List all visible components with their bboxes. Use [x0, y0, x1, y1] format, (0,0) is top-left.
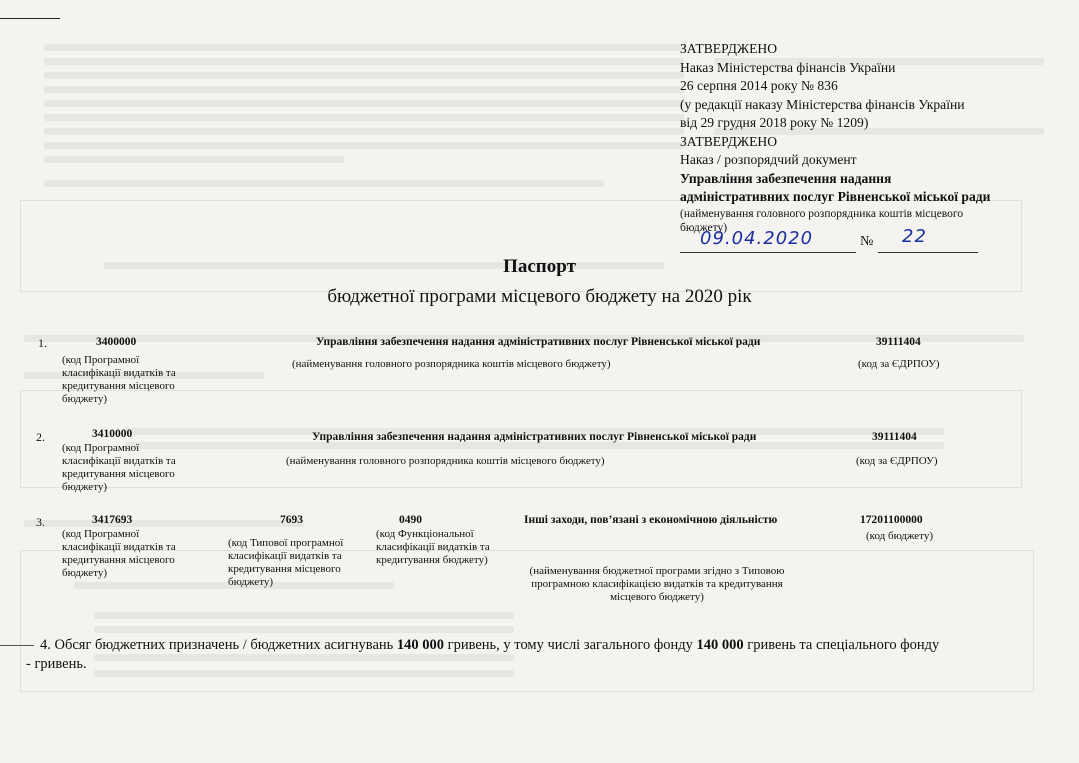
- row-2-edrpou: 39111404: [872, 431, 917, 443]
- org-name-line-2: адміністративних послуг Рівненської міської ради: [680, 189, 991, 204]
- org-name-line-1: Управління забезпечення надання: [680, 170, 892, 186]
- row-3-func-caption: (код Функціональної класифікації видатків та кредитування бюджету): [376, 528, 490, 566]
- order-revision-date: від 29 грудня 2018 року № 1209): [680, 115, 869, 130]
- row-3-budget-caption: (код бюджету): [866, 530, 933, 542]
- row-3-code: 3417693: [92, 514, 133, 526]
- local-order-label: Наказ / розпорядчий документ: [680, 152, 857, 167]
- row-3-code-caption: (код Програмної класифікації видатків та кредитування місцевого бюджету): [62, 528, 176, 579]
- approved-label-2: ЗАТВЕРДЖЕНО: [680, 133, 778, 149]
- handwritten-date: 09.04.2020: [700, 228, 814, 249]
- row-3-typical-code: 7693: [280, 514, 303, 526]
- org-caption: (найменування головного розпорядника коштів місцевого бюджету): [680, 207, 964, 234]
- row-1-code-caption: (код Програмної класифікації видатків та кредитування місцевого бюджету): [62, 354, 176, 405]
- row-3-func-code: 0490: [399, 514, 422, 526]
- row-1-code: 3400000: [96, 336, 137, 348]
- row-2-name: Управління забезпечення надання адміністративних послуг Рівненської міської ради: [312, 431, 757, 443]
- row-3-typical-caption: (код Типової програмної класифікації видатків та кредитування місцевого бюджету): [228, 537, 344, 588]
- approved-label: ЗАТВЕРДЖЕНО: [680, 41, 778, 56]
- approval-stamp: [680, 40, 1070, 235]
- row-1-name-caption: (найменування головного розпорядника коштів місцевого бюджету): [292, 358, 611, 370]
- document-subtitle: бюджетної програми місцевого бюджету на 2020 рік: [327, 286, 752, 307]
- row-2-code: 3410000: [92, 428, 133, 440]
- general-fund-amount: 140 000: [696, 637, 744, 653]
- corner-rule: [0, 18, 60, 19]
- ministry-order: Наказ Міністерства фінансів України: [680, 59, 896, 75]
- handwritten-number: 22: [902, 226, 927, 247]
- special-fund-line: - гривень.: [26, 656, 87, 672]
- margin-dash: [0, 645, 34, 646]
- section-4-text-end: гривень та спеціального фонду: [743, 637, 940, 653]
- row-3-budget-code: 17201100000: [860, 514, 923, 526]
- order-date: 26 серпня 2014 року № 836: [680, 78, 838, 93]
- row-3-program-name: Інші заходи, пов’язані з економічною діяльністю: [524, 514, 778, 526]
- row-2-code-caption: (код Програмної класифікації видатків та кредитування місцевого бюджету): [62, 442, 176, 493]
- row-1-name: Управління забезпечення надання адміністративних послуг Рівненської міської ради: [316, 336, 761, 348]
- total-amount: 140 000: [396, 637, 445, 653]
- section-4-text-start: 4. Обсяг бюджетних призначень / бюджетних асигнувань: [40, 637, 397, 653]
- row-2-number: 2.: [36, 430, 45, 444]
- row-1-edrpou-caption: (код за ЄДРПОУ): [858, 358, 940, 370]
- document-title: Паспорт: [503, 256, 576, 277]
- section-4-allocation: [26, 636, 1060, 674]
- number-label: №: [860, 234, 874, 249]
- row-2-name-caption: (найменування головного розпорядника коштів місцевого бюджету): [286, 455, 605, 467]
- row-1-edrpou: 39111404: [876, 336, 921, 348]
- row-1-number: 1.: [38, 336, 47, 350]
- row-2-edrpou-caption: (код за ЄДРПОУ): [856, 455, 938, 467]
- section-4-text-mid: гривень, у тому числі загального фонду: [444, 637, 697, 653]
- signature-date-row: [680, 226, 980, 254]
- order-revision: (у редакції наказу Міністерства фінансів України: [680, 96, 965, 112]
- row-3-number: 3.: [36, 515, 45, 529]
- row-3-program-caption: (найменування бюджетної програми згідно з Типовою програмною класифікацією видатків та кредитування місцевого бюджету): [529, 565, 785, 603]
